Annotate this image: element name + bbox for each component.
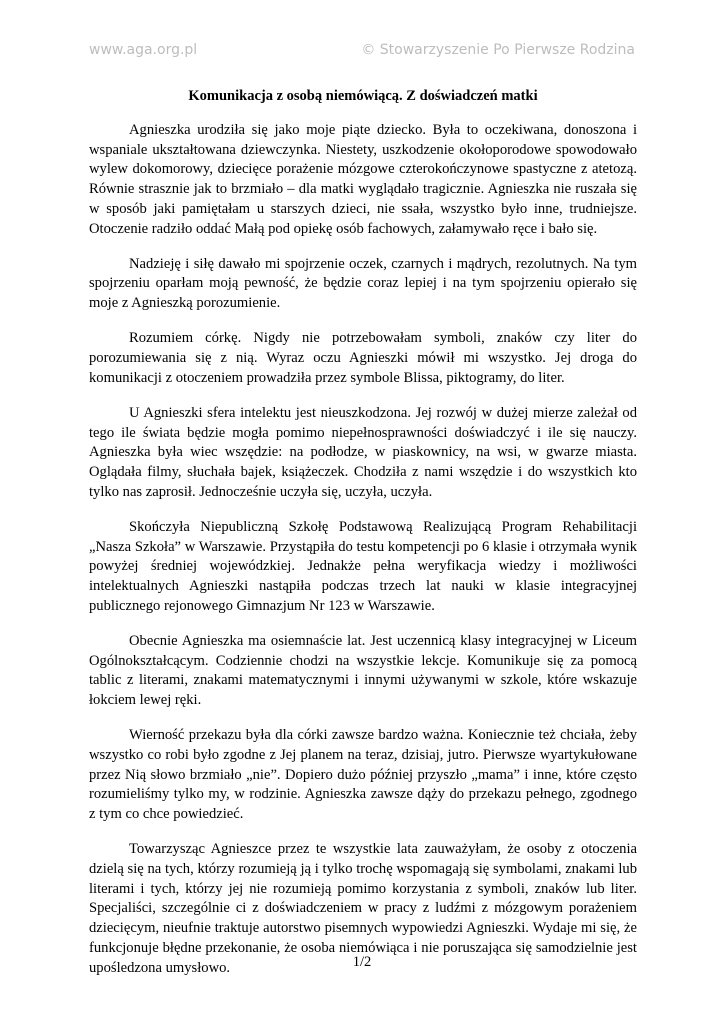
paragraph: Rozumiem córkę. Nigdy nie potrzebowałam symboli, znaków czy liter do porozumiewania się z nią. Wyraz oczu Agnieszki mówił mi wszystko. Jej droga do komunikacji z otoczeniem prowadziła przez symbole Blissa, piktogramy, do liter. [89, 330, 637, 386]
paragraph: Towarzysząc Agnieszce przez te wszystkie lata zauważyłam, że osoby z otoczenia dzielą się na tych, którzy rozumieją ją i tylko trochę wspomagają się symbolami, znakami lub literami i tych, którzy jej nie rozumieją pomimo korzystania z symboli, znaków lub liter. Specjaliści, szczególnie ci z doświadczeniem w pracy z ludźmi z mózgowym porażeniem dziecięcym, nieufnie traktuje autorstwo pisemnych wypowiedzi Agnieszki. Wydaje mi się, że funkcjonuje błędne przekonanie, że osoba niemówiąca i nie poruszająca się samodzielnie jest upośledzona umysłowo. [89, 841, 637, 976]
document-body [89, 86, 637, 994]
paragraph: Agnieszka urodziła się jako moje piąte dziecko. Była to oczekiwana, donoszona i wspaniale ukształtowana dziewczynka. Niestety, uszkodzenie okołoporodowe spowodowało wylew dokomorowy, dziecięce porażenie mózgowe czterokończynowe spastyczne z atetozą. Równie strasznie jak to brzmiało – dla matki wyglądało tragicznie. Agnieszka nie ruszała się w sposób jaki pamiętałam u starszych dzieci, nie ssała, wszystko było inne, trudniejsze. Otoczenie radziło oddać Małą pod opiekę osób fachowych, załamywało ręce i bało się. [89, 122, 637, 237]
paragraph: Skończyła Niepubliczną Szkołę Podstawową Realizującą Program Rehabilitacji „Nasza Szkoła” w Warszawie. Przystąpiła do testu kompetencji po 6 klasie i otrzymała wynik powyżej średniej wojewódzkiej. Jednakże pełna weryfikacja wiedzy i możliwości intelektualnych Agnieszki nastąpiła podczas trzech lat nauki w klasie integracyjnej publicznego rejonowego Gimnazjum Nr 123 w Warszawie. [89, 518, 637, 614]
copyright-notice: © Stowarzyszenie Po Pierwsze Rodzina [361, 42, 635, 58]
paragraph: Nadzieję i siłę dawało mi spojrzenie oczek, czarnych i mądrych, rezolutnych. Na tym spojrzeniu oparłam moją pewność, że będzie coraz lepiej i na tym spojrzeniu opierało się moje z Agnieszką porozumienie. [89, 255, 637, 312]
page-header [89, 40, 635, 60]
page-number: 1/2 [352, 954, 372, 970]
paragraph: U Agnieszki sfera intelektu jest nieuszkodzona. Jej rozwój w dużej mierze zależał od tego ile świata będzie mogła pomimo niepełnosprawności doświadczyć i ile się nauczy. Agnieszka była wiec wszędzie: na podłodze, w piaskownicy, na wsi, w gwarze miasta. Oglądała filmy, słuchała bajek, książeczek. Chodziła z nami wszędzie i do wszystkich kto tylko nas zaprosił. Jednocześnie uczyła się, uczyła, uczyła. [89, 404, 637, 500]
paragraph: Obecnie Agnieszka ma osiemnaście lat. Jest uczennicą klasy integracyjnej w Liceum Ogólnokształcącym. Codziennie chodzi na wszystkie lekcje. Komunikuje się za pomocą tablic z literami, znakami matematycznymi i innymi używanymi w szkole, które wskazuje łokciem lewej ręki. [89, 632, 637, 709]
paragraph: Wierność przekazu była dla córki zawsze bardzo ważna. Koniecznie też chciała, żeby wszystko co robi było zgodne z Jej planem na teraz, dzisiaj, jutro. Pierwsze wyartykułowane przez Nią słowo brzmiało „nie”. Dopiero dużo później przyszło „mama” i inne, które często rozumieliśmy tylko my, w rodzinie. Agnieszka zawsze dąży do przekazu pełnego, zgodnego z tym co chce powiedzieć. [89, 727, 637, 823]
website-link[interactable]: www.aga.org.pl [89, 42, 198, 58]
document-title: Komunikacja z osobą niemówiącą. Z doświadczeń matki [188, 88, 538, 104]
